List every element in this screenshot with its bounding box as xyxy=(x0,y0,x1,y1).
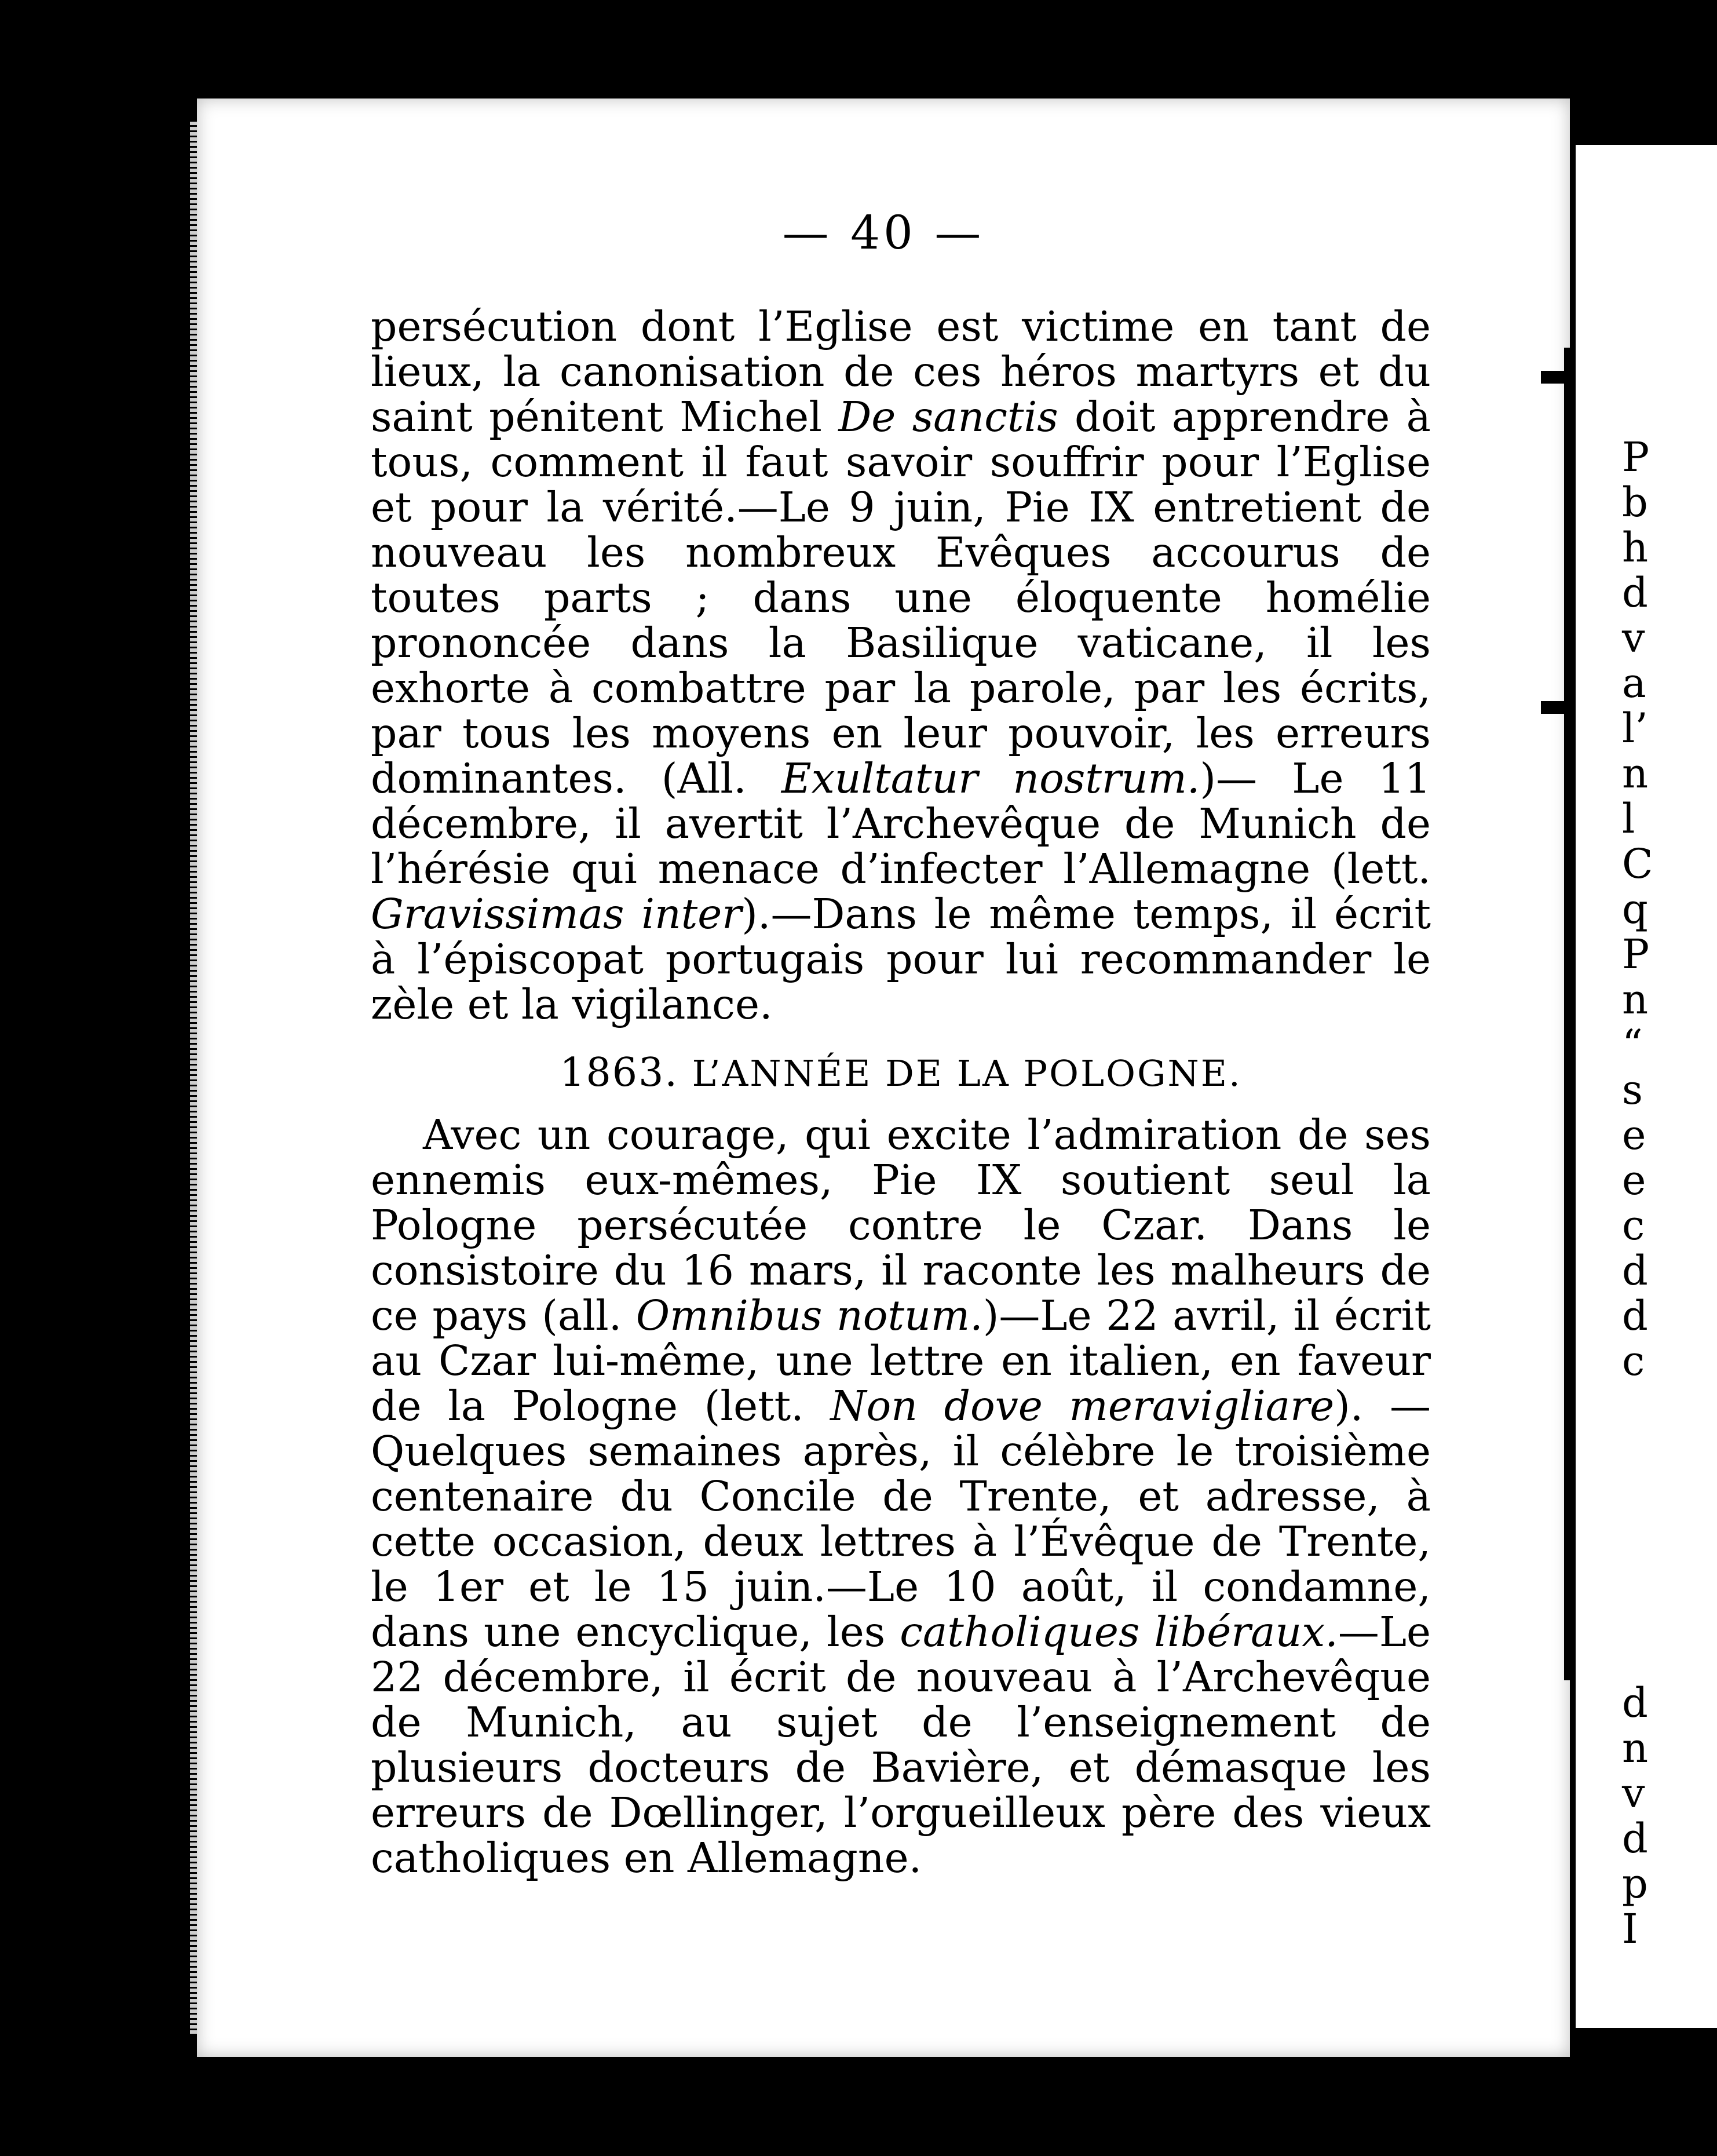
p1-text-1: persécution dont l’Eglise est victime en tant de lieux, la canonisation de ces héros martyrs et du saint pénitent Michel xyxy=(371,302,1431,441)
adjacent-text-fragment-top: P b h d v a l’ n l C q P n “ s e e c d d c xyxy=(1622,433,1653,1385)
book-spine xyxy=(1564,348,1572,1680)
paragraph-1 xyxy=(371,304,1431,1027)
p2-italic-1: Omnibus notum. xyxy=(635,1292,983,1340)
p2-text-4: —Le 22 décembre, il écrit de nouveau à l’Archevêque de Munich, au sujet de l’enseignement de plusieurs docteurs de Bavière, et démasque les erreurs de Dœllinger, l’orgueilleux père des vieux catholiques en Allemagne. xyxy=(371,1608,1431,1882)
p1-text-3: )— Le 11 décembre, il avertit l’Archevêque de Munich de l’hérésie qui menace d’infecter l’Allemagne (lett. xyxy=(371,754,1431,893)
p1-text-2: doit apprendre à tous, comment il faut savoir souffrir pour l’Eglise et pour la vérité.—Le 9 juin, Pie IX entretient de nouveau les nombreux Evêques accourus de toutes parts ; dans une éloquente homélie prononcée dans la Basilique vaticane, il les exhorte à combattre par la parole, par les écrits, par tous les moyens en leur pouvoir, les erreurs dominantes. (All. xyxy=(371,393,1431,802)
p1-text-4: ).—Dans le même temps, il écrit à l’épiscopat portugais pour lui recommander le zèle et la vigilance. xyxy=(371,890,1431,1028)
p2-text-1: Avec un courage, qui excite l’admiration de ses ennemis eux-mêmes, Pie IX soutient seul la Pologne persécutée contre le Czar. Dans le consistoire du 16 mars, il raconte les malheurs de ce pays (all. xyxy=(371,1111,1431,1340)
page-text xyxy=(371,304,1431,1881)
heading-year: 1863. xyxy=(560,1050,678,1096)
paragraph-2 xyxy=(371,1112,1431,1881)
p1-italic-2: Exultatur nostrum. xyxy=(781,754,1200,802)
p1-italic-3: Gravissimas inter xyxy=(371,890,742,938)
p2-text-2: )—Le 22 avril, il écrit au Czar lui-même, une lettre en italien, en faveur de la Pologne (lett. xyxy=(371,1292,1431,1430)
p2-italic-2: Non dove meravigliare xyxy=(830,1382,1335,1430)
p2-text-3: ). — Quelques semaines après, il célèbre le troisième centenaire du Concile de Trente, et adresse, à cette occasion, deux lettres à l’Évêque de Trente, le 1er et le 15 juin.—Le 10 août, il condamne, dans une encyclique, les xyxy=(371,1382,1431,1656)
p2-italic-3: catholiques libéraux. xyxy=(900,1608,1338,1656)
adjacent-text-fragment-bottom: d n v d p I xyxy=(1622,1679,1649,1953)
section-heading xyxy=(371,1050,1431,1096)
book-page xyxy=(197,99,1570,2057)
p1-italic-1: De sanctis xyxy=(838,393,1058,441)
page-number: — 40 — xyxy=(782,206,985,260)
adjacent-page-edge xyxy=(1576,145,1717,2028)
heading-title: L’ANNÉE DE LA POLOGNE. xyxy=(692,1052,1242,1095)
